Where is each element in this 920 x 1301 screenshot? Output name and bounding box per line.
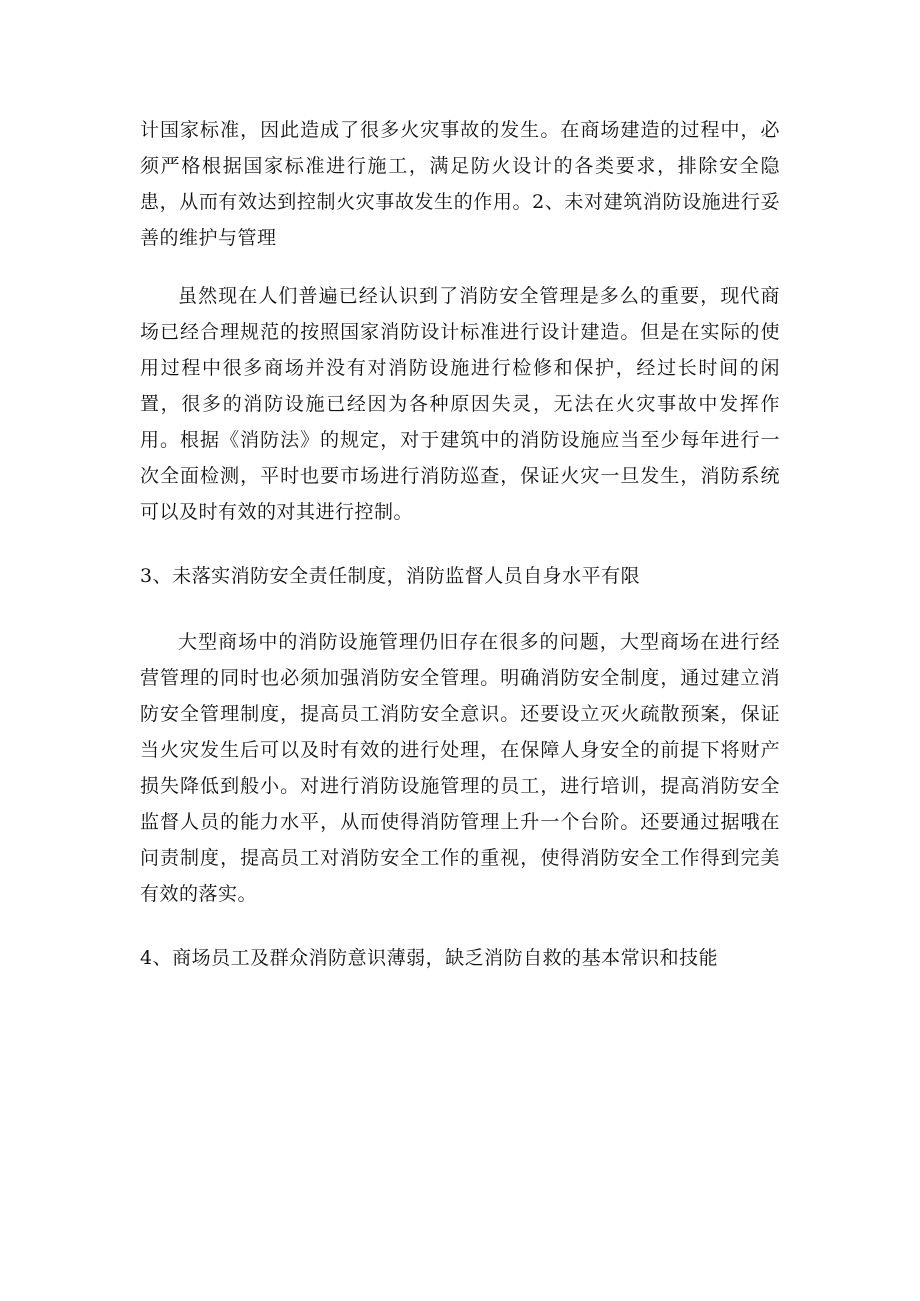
paragraph-responsibility: 大型商场中的消防设施管理仍旧存在很多的问题，大型商场在进行经营管理的同时也必须加强消防安全管理。明确消防安全制度，通过建立消防安全管理制度，提高员工消防安全意识。还要设立灭火疏散预案，保证当火灾发生后可以及时有效的进行处理，在保障人身安全的前提下将财产损失降低到般小。对进行消防设施管理的员工，进行培训，提高消防安全监督人员的能力水平，从而使得消防管理上升一个台阶。还要通过据哦在问责制度，提高员工对消防安全工作的重视，使得消防安全工作得到完美有效的落实。 [140,631,780,905]
spacer [140,594,780,624]
section-heading-3: 3、未落实消防安全责任制度，消防监督人员自身水平有限 [140,565,641,587]
spacer [140,530,780,558]
section-heading-4: 4、商场员工及群众消防意识薄弱，缺乏消防自救的基本常识和技能 [140,947,719,969]
spacer [140,256,780,278]
paragraph-continued: 计国家标准，因此造成了很多火灾事故的发生。在商场建造的过程中，必须严格根据国家标准进行施工，满足防火设计的各类要求，排除安全隐患，从而有效达到控制火灾事故发生的作用。2、未对建筑消防设施进行妥善的维护与管理 [140,119,780,249]
spacer [140,912,780,940]
paragraph-maintenance: 虽然现在人们普遍已经认识到了消防安全管理是多么的重要，现代商场已经合理规范的按照国家消防设计标准进行设计建造。但是在实际的使用过程中很多商场并没有对消防设施进行检修和保护，经过长时间的闲置，很多的消防设施已经因为各种原因失灵，无法在火灾事故中发挥作用。根据《消防法》的规定，对于建筑中的消防设施应当至少每年进行一次全面检测，平时也要市场进行消防巡查，保证火灾一旦发生，消防系统可以及时有效的对其进行控制。 [140,285,780,523]
